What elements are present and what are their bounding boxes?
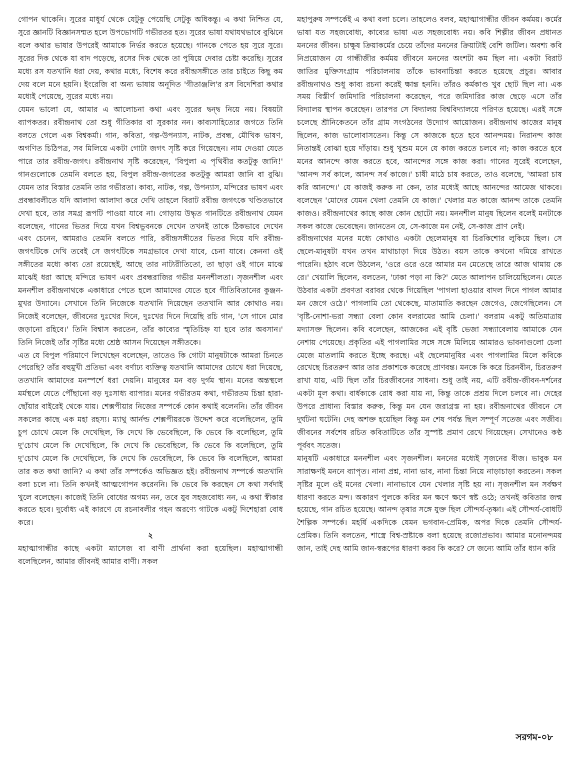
article-page (18, 14, 563, 719)
section-number: ২ (148, 531, 153, 541)
paragraph: মহাপুরুষ সম্পর্কেই এ কথা বলা চলে। তাহলেও বলব, মহাত্মাগান্ধীর জীবন কর্মময়। কর্মের ভাষা যত সহজবোধ্য, কাব্যের ভাষা এত সহজবোধ্য নয়। কবি শিল্পীর জীবন প্রধানত মননের জীবন। চাক্ষুষ ক্রিয়াকর্মের চেয়ে তাঁদের মননের ক্রিয়াটাই বেশি জটিল। অবশ্য কবি নিপ্রয়োজন যে গান্ধীজীর কর্মময় জীবনে মননের অংশটা কম ছিল না। একটা বিরাট জাতির মুক্তিসংগ্রাম পরিচালনায় তাঁকে ভাবনাচিন্তা করতে হয়েছে প্রচুর। আবার রবীন্দ্রনাথও শুধু কাব্য রচনা করেই ক্ষান্ত হননি। তাঁরও কর্মকাণ্ড খুব ছোট ছিল না। এক সময় বিস্তীর্ণ জমিদারি পরিচালনা করেছেন, পরে জমিদারির কাজ ছেড়ে এসে তাঁর বিদ্যালয় স্থাপন করেছেন। তারপর সে বিদ্যালয় বিশ্ববিদ্যালয়ে পরিণত হয়েছে। এরই সঙ্গে চলেছে শ্রীনিকেতনে তাঁর গ্রাম সংগঠনের উদ্যোগ আয়োজন। রবীন্দ্রনাথ কাজের মানুষ ছিলেন, কাজ ভালোবাসতেন। কিন্তু সে কাজকে হতে হবে আনন্দময়। নিরানন্দ কাজ নিতান্তই বোঝা হয়ে দাঁড়ায়। শুধু খুশুম মনে যে কাজ করতে চলবে না; কাজ করতে হবে মনের আনন্দে কাজ করতে হবে, আনন্দের সঙ্গে কাজ করা। গানের সুরেই বলেছেন, 'আনন্দ সর্ব কালে, আনন্দ সর্ব কাজে।' চাষী মাঠে চাষ করতে, তাও বলেছে, 'আমরা চাষ করি আনন্দে।' যে কাজই করুক না কেন, তার মধ্যেই আছে আনন্দের আমেজ থাকবে। বলেছেন 'মোদের যেমন খেলা তেমনি যে কাজ।' খেলার মত কাজে আনন্দ তাকে তেমনি কাজও। রবীন্দ্রনাথের কাছে কাজ কোন ছোটো নয়। মননশীল মানুষ ছিলেন বলেই মনটাকে সকল কাজে ভেবেছেন। জানতেন যে, সে-কাজে মন নেই, সে-কাজ প্রাণ নেই। (297, 15, 562, 231)
paragraph: যেমন ভালো যে, আমার এ আলোচনা কথা এবং সুরের দ্বন্দ্ব নিয়ে নয়। বিষয়টা ব্যাপকতর। রবীন্দ্রনাথ তো শুধু গীতিকার বা সুরকার নন। কাব্যসাহিত্যের জগতে তিনি বলতে গেলে এক বিশ্বকর্মা। গান, কবিতা, গল্প-উপন্যাস, নাটক, প্রবন্ধ, মৌখিক ভাষণ, অগণিত চিঠিপত্র, সব মিলিয়ে একটা গোটা জগৎ সৃষ্টি করে গিয়েছেন। নাম দেওয়া যেতে পারে তার রবীন্দ্র-জগৎ। রবীন্দ্রনাথ সৃষ্টি করেছেন, 'বিপুলা এ পৃথিবীর কতটুকু জানি!' গানগুলোকে তেমনি বলতে হয়, বিপুল রবীন্দ্র-জগতের কতটুকু আমরা জানি বা বুঝি। যেমন তার বিস্তার তেমনি তার গভীরতা। কাব্য, নাটক, গল্প, উপন্যাস, মন্দিরের ভাষণ এবং প্রবন্ধাবলীতে যদি আলাদা আলাদা করে দেখি তাহলে বিরাট রবীন্দ্র জগৎকে খণ্ডিতভাবে দেখা হবে, তার সমগ্র রূপটি পাওয়া যাবে না। গোড়ায় উদ্ধৃত গানটিতে রবীন্দ্রনাথ যেমন বলেছেন, গানের ভিতর দিয়ে যখন বিশ্বভুবনকে দেখেন তখনই তাকে ঠিকভাবে দেখেন এবং চেনেন, আমরাও তেমনি বলতে পারি, রবীন্দ্রসঙ্গীতের ভিতর দিয়ে যদি রবীন্দ্র-জগৎটিকে দেখি তবেই সে জগৎটিকে সমগ্রভাবে দেখা যাবে, চেনা যাবে। কেননা ওই সঙ্গীতের মধ্যে কাব্য তো রয়েছেই, আছে তার নাট্যরীতিতো, তা ছাড়া ওই গানে মাঝে মাঝেই ধরা আছে মন্দিরে ভাষণ এবং প্রবন্ধরাজির গভীর মননশীলতা। সৃজনশীল এবং মননশীল রবীন্দ্রনাথকে একাধারে পেতে হলে আমাদের যেতে হবে গীতিবিতানের কুঞ্জন-মুখর উদ্যানে। সেখানে তিনি নিজেকে যতখানি দিয়েছেন ততখানি আর কোথাও নয়। নিজেই বলেছেন, জীবনের দুঃখের দিনে, দুঃখের দিনে দিয়েছি রচি গান, 'সে গানে মোর জড়ানো রহিবে।' তিনি বিশ্বাস করতেন, তাঁর কাব্যের স্মৃতিচিহ্ন যা হবে তার অবসান।' তিনি নিজেই তাঁর সৃষ্টির মধ্যে শ্রেষ্ঠ আসন দিয়েছেন সঙ্গীতকে। (18, 105, 283, 347)
paragraph: গোপন থাকেনি। সুরের মাধুর্য থেকে যেটুকু পেয়েছি সেটুকু অধিকন্তু। এ কথা নিশ্চিত যে, সুরে জ্ঞানটি বিজ্ঞানসম্মত হলে উপভোগটি গভীরতর হত। সুরের ভাষা যথাযথভাবে বুঝিনে বলে কথার ভাষার উপরেই আমাকে নির্ভর করতে হয়েছে। গানকে পেতে হয় সুরে সুরে। সুরের দিক থেকে যা বাদ পড়েছে, রসের দিক থেকে তা পুষিয়ে দেবার চেষ্টা করেছি। সুরের মধ্যে রস যতখানি ধরা দেয়, কথার মধ্যে, বিশেষ করে রবীন্দ্রসঙ্গীতে তার চাইতে কিছু কম দেয় বলে মনে হয়নি। ইংরেজি বা অন্য ভাষায় অনূদিত 'গীতাঞ্জলি'র রস বিদেশিরা কথার মধ্যেই পেয়েছে, সুরের মধ্যে নয়। (18, 15, 283, 102)
page-footer (0, 730, 579, 744)
two-column-layout (18, 14, 563, 719)
paragraph: মানুষটি একাধারে মননশীল এবং সৃজনশীল। মননের মধ্যেই সৃজনের বীজ। ভাবুক মন সারাক্ষণই মননে ব্যাপৃত। নানা প্রশ্ন, নানা ভাব, নানা চিন্তা নিয়ে নাড়াচাড়া করতেন। সকল সৃষ্টির মূলে ওই মনের খেলা। নানাভাবে যেন খেলার সৃষ্টি হয় না। সৃজনশীল মন সর্বক্ষণ ধারণা করতে মন্দ। অকারণ পুলকে কবির মন ক্ষণে ক্ষণে স্বষ্ট ওঠে; তখনই কবিতার জন্ম হয়েছে, গান রচিত হয়েছে। আনন্দ তৃষার সঙ্গে যুক্ত ছিল সৌন্দর্য-তৃষ্ণা। এই সৌন্দর্য-বোধটি শৈল্পিক সম্পর্কে। মহর্ষি একদিকে যেমন ভগবান-প্রেমিক, অপর দিকে তেমনি সৌন্দর্য-প্রেমিক। তিনি বলতেন, শাস্ত্রে বিশ্ব-স্রষ্টাকে বলা হয়েছে রজোপ্রভাব। আমার মনোনন্দময় জান, তাই দেহ আমি জান-স্বরূপের ধারণা করব কি করে? সে জন্যে আমি তাঁর ধ্যান করি (297, 453, 562, 554)
left-column (18, 14, 283, 719)
page-number: সরগম-০৮ (515, 733, 553, 743)
right-column (297, 14, 562, 719)
paragraph: এত যে বিপুল পরিমাণে লিখেছেন বলেছেন, তাতেও কি গোটা মানুষটাকে আমরা চিনতে পেরেছি? তাঁর বহুমুখী প্রতিভা এবং বর্ণাঢ্য ব্যক্তিত্ব যতখানি আমাদের চোখে ধরা দিয়েছে, ততখানি আমাদের মনস্পর্শে ধরা দেয়নি। মানুষের মন বড় দুর্গম স্থান। মনের অন্তস্থলে মর্মস্থলে যেতে পৌঁছানো বড় দুঃসাধ্য ব্যাপার। মনের গভীরতম কথা, গভীরতম চিন্তা হারা-ছোঁয়ার বাইরেই থেকে যায়। শেক্সপীয়ার নিজের সম্পর্কে কোন কথাই বলেননি। তাঁর জীবন সকলের কাছে এক মহা রহস্য। ম্যাথু আর্নল্ড শেক্সপীয়রকে উদ্দেশ করে বলেছিলেন, তুমি চুপ চোখে মেলে কি দেখেছিল, কি দেখে কি ভেবেছিলে, কি ভেবে কি বলেছিলে, তুমি দু'চোখ মেলে কি দেখেছিলে, কি দেখে কি ভেবেছিলে, কি ভেবে কি বলেছিলে, তুমি দু'চোখ মেলে কি দেখেছিলে, কি দেখে কি ভেবেছিলে, কি ভেবে কি বলেছিলে, আমরা তার কত কথা জানি? এ কথা তাঁর সম্পর্কেও অভিজ্ঞত হই। রবীন্দ্রনাথ সম্পর্কে অতখানি বলা চলে না। তিনি কখনই আত্মগোপন করেননি। কি ভেবে কি করছেন সে কথা সর্বদাই খুলে বলেছেন। কাজেই তিনি বোধের অগম্য নন, তবে যুব সহজবোধ্য নন, এ কথা স্বীকার করতে হবে। দুর্বোধ্য এই কারণে যে রচনাবলীর গহন অরণ্যে গাটকে একটু দিশেহারা বোধ করে। (18, 350, 283, 528)
paragraph: রবীন্দ্রনাথের মনের মধ্যে কোথাও একটা ছেলেমানুষ যা চিরকিশোর লুকিয়ে ছিল। সে ছেলে-মানুষটা যখন তখন মাথাচাড়া দিয়ে উঠত। বয়স তাকে কখনো দমিয়ে রাখতে পারেনি। হঠাৎ বলে উঠলেন, 'ওরে ওরে ওরে আমার মন মেতেছে তারে আজ থামায় কে রে।' খেয়ালি ছিলেন, বলতেন, 'ঢাকা পড়া না কি?' মেতে আলাপন চালিয়েছিলেন। মেতে উঠবার একটা প্রবণতা বরাবর থেকে গিয়েছিল 'পাগলা হাওয়ার বাদল দিনে পাগল আমার মন জেগে ওঠে।' পাগলামি তো থেকেছে, মাতামাতি করছেন জেগেও, জেগেছিলেন। সে 'বৃষ্টি-নোশা-ভরা সন্ধ্যা বেলা কোন বলরামের আমি চেলা।' বলরাম একটু অতিমাত্রায় মদ্যাসক্ত ছিলেন। কবি বলেছেন, আজকের এই বৃষ্টি ভেজা সন্ধ্যাবেলায় আমাকে যেন নেশায় পেয়েছে। প্রকৃতির এই পাগলামির সঙ্গে সঙ্গে মিলিয়ে আমারও ভাবনাগুলো চেলা মেজে মাতলামি করতে ইচ্ছে করছে। এই ছেলেমানুষির এবং পাগলামির মিলে কবিকে রেখেছে চিরতরুণ আর তার প্রকাশকে করেছে প্রাণবন্ত। মনকে কি করে চিরনবীন, চিরতরুণ রাখা যায়, এটি ছিল তাঁর চিরজীবনের সাধনা। শুধু তাই নয়, এটি রবীন্দ্র-জীবন-দর্শনের একটা মূল কথা। বার্ধক্যকে রোধ করা যায় না, কিন্তু তাকে প্রশ্রয় দিলে চলবে না। দেহের উপরে প্রাধান্য বিস্তার করুক, কিন্তু মন যেন জরাগ্রস্ত না হয়। রবীন্দ্রনাথের জীবনে সে দুর্ঘটনা ঘটেনি। দেহ অশক্ত হয়েছিল কিন্তু মন শেষ পর্যন্ত ছিল সম্পূর্ণ সতেজ এবং সজীব। জীবনের সর্বশেষ রচিত কবিতাটিতে তাঁর সুস্পষ্ট প্রমাণ রেখে গিয়েছেন। সেখানেও কণ্ঠ পূর্ববৎ সতেজ। (297, 234, 562, 450)
paragraph: মহাত্মাগান্ধীর কাছে একটা ম্যাসেজ বা বাণী প্রার্থনা করা হয়েছিল। মহাত্মাগান্ধী বলেছিলেন, আমার জীবনই আমার বাণী। সকল (18, 544, 283, 567)
